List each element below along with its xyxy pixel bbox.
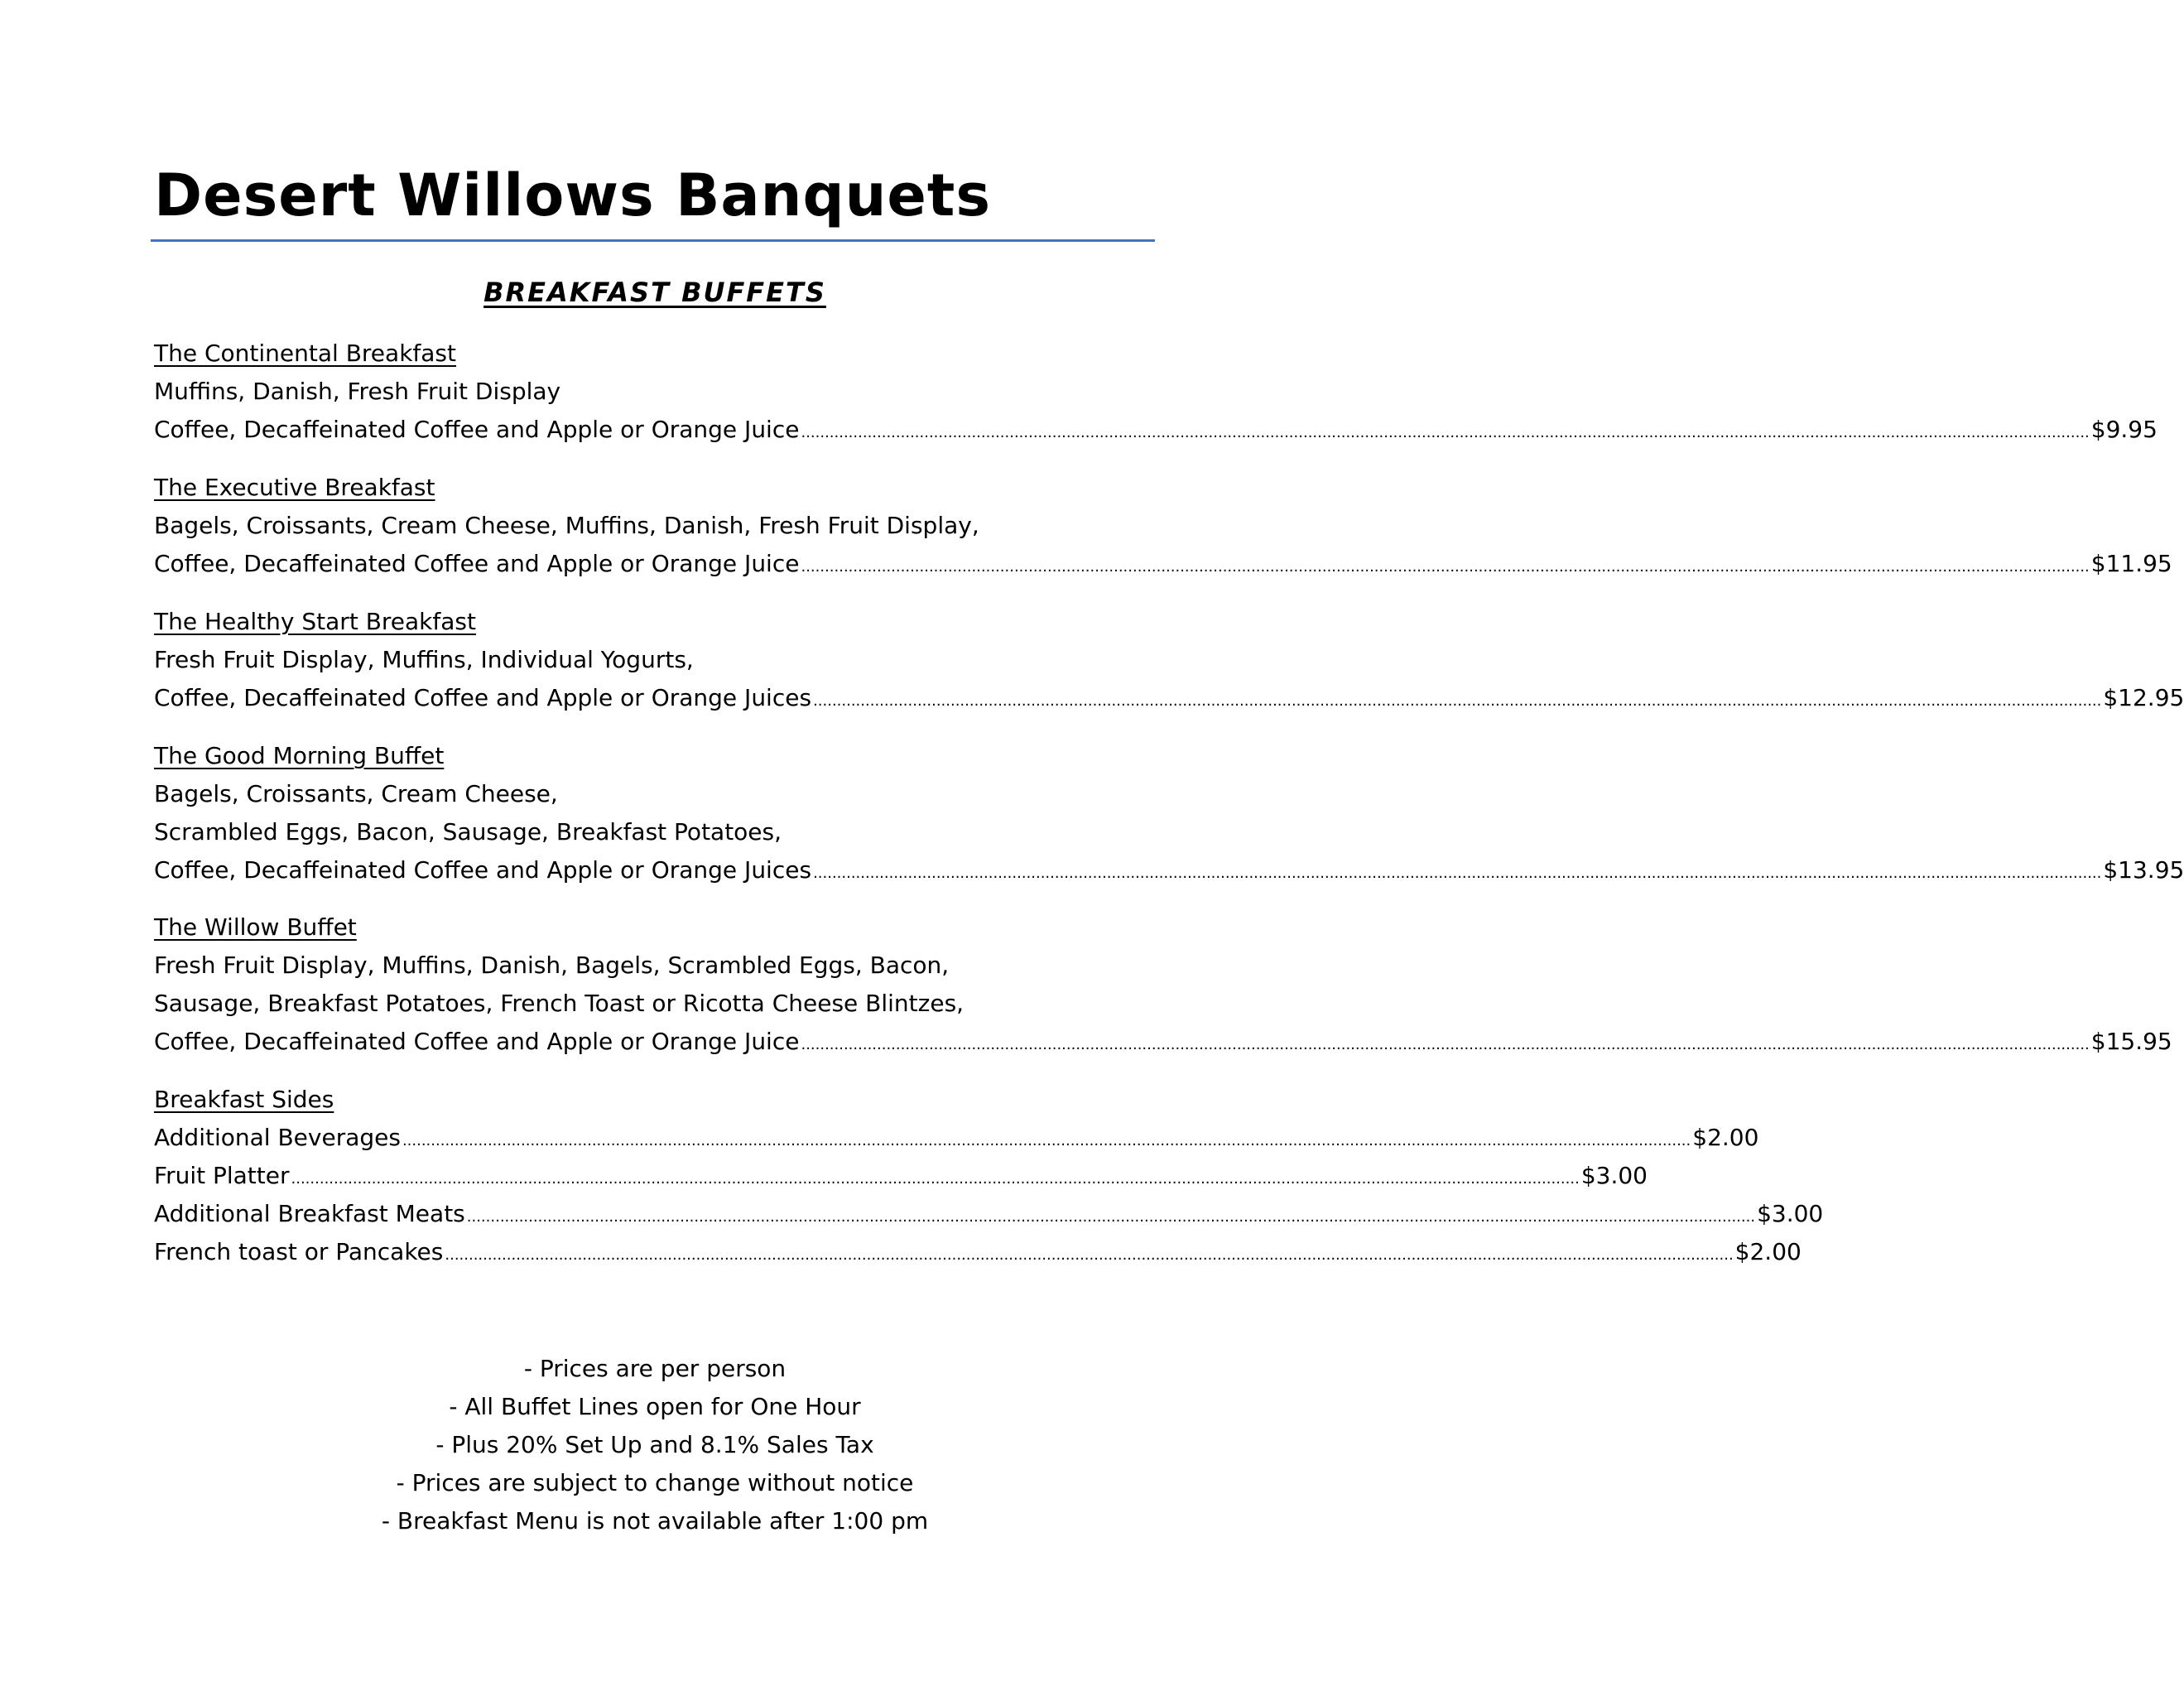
buffet-name: The Good Morning Buffet <box>154 742 445 769</box>
section-heading: BREAKFAST BUFFETS <box>483 277 826 308</box>
side-price: $3.00 <box>1757 1200 1824 1227</box>
buffet-description: Bagels, Croissants, Cream Cheese, <box>154 780 558 807</box>
dot-leader: ................................................................................................................................................................................................................................................................................ <box>291 1170 1580 1188</box>
note-line: - Prices are per person <box>523 1355 787 1382</box>
buffet-item <box>154 469 2172 583</box>
side-item <box>154 1233 1802 1271</box>
buffet-name: The Executive Breakfast <box>154 474 435 501</box>
side-price: $2.00 <box>1692 1124 1759 1151</box>
side-price: $2.00 <box>1734 1238 1802 1265</box>
buffet-price: $15.95 <box>2090 1028 2172 1055</box>
note-line: - Breakfast Menu is not available after 1:00 pm <box>381 1507 929 1535</box>
side-label: French toast or Pancakes <box>154 1238 444 1265</box>
note-line: - Plus 20% Set Up and 8.1% Sales Tax <box>435 1431 874 1458</box>
buffet-description: Coffee, Decaffeinated Coffee and Apple or Orange Juice <box>154 1028 800 1055</box>
dot-leader: ................................................................................................................................................................................................................................................................................ <box>402 1132 1691 1149</box>
buffet-description: Bagels, Croissants, Cream Cheese, Muffins, Danish, Fresh Fruit Display, <box>154 512 979 539</box>
buffet-description: Sausage, Breakfast Potatoes, French Toast or Ricotta Cheese Blintzes, <box>154 990 965 1017</box>
buffet-item <box>154 335 2158 449</box>
buffet-description: Coffee, Decaffeinated Coffee and Apple or Orange Juice <box>154 416 800 443</box>
side-label: Fruit Platter <box>154 1162 290 1189</box>
buffet-price: $11.95 <box>2090 550 2172 577</box>
buffet-price-line <box>154 411 2158 449</box>
dot-leader: ................................................................................................................................................................................................................................................................................ <box>801 424 2090 441</box>
buffet-description: Coffee, Decaffeinated Coffee and Apple or Orange Juice <box>154 550 800 577</box>
dot-leader: ................................................................................................................................................................................................................................................................................ <box>466 1208 1756 1226</box>
buffet-name: The Continental Breakfast <box>154 340 456 367</box>
sides-heading: Breakfast Sides <box>154 1086 334 1113</box>
buffet-item <box>154 908 2172 1061</box>
note-line: - All Buffet Lines open for One Hour <box>449 1393 861 1420</box>
side-label: Additional Breakfast Meats <box>154 1200 465 1227</box>
page-title: Desert Willows Banquets <box>154 161 992 229</box>
buffet-price-line <box>154 545 2172 583</box>
buffet-price-line <box>154 1023 2172 1061</box>
side-price: $3.00 <box>1580 1162 1648 1189</box>
buffet-description: Muffins, Danish, Fresh Fruit Display <box>154 378 561 405</box>
dot-leader: ................................................................................................................................................................................................................................................................................ <box>445 1246 1734 1264</box>
side-item <box>154 1119 1759 1157</box>
title-divider <box>151 239 1155 242</box>
dot-leader: ................................................................................................................................................................................................................................................................................ <box>813 865 2102 882</box>
dot-leader: ................................................................................................................................................................................................................................................................................ <box>801 1036 2090 1053</box>
buffet-description: Fresh Fruit Display, Muffins, Individual Yogurts, <box>154 646 694 673</box>
sides-section <box>154 1081 1824 1271</box>
side-item <box>154 1157 1648 1195</box>
buffet-price: $9.95 <box>2090 416 2158 443</box>
side-item <box>154 1195 1824 1233</box>
buffet-description: Scrambled Eggs, Bacon, Sausage, Breakfast Potatoes, <box>154 818 782 846</box>
buffet-description: Coffee, Decaffeinated Coffee and Apple or Orange Juices <box>154 856 812 884</box>
buffet-item <box>154 603 2184 717</box>
buffet-description: Fresh Fruit Display, Muffins, Danish, Bagels, Scrambled Eggs, Bacon, <box>154 952 950 979</box>
dot-leader: ................................................................................................................................................................................................................................................................................ <box>813 692 2102 710</box>
buffet-name: The Healthy Start Breakfast <box>154 608 476 635</box>
buffet-name: The Willow Buffet <box>154 913 357 941</box>
buffet-item <box>154 737 2184 889</box>
side-label: Additional Beverages <box>154 1124 401 1151</box>
note-line: - Prices are subject to change without notice <box>396 1469 914 1496</box>
buffet-price: $13.95 <box>2103 856 2184 884</box>
buffet-description: Coffee, Decaffeinated Coffee and Apple or Orange Juices <box>154 684 812 711</box>
dot-leader: ................................................................................................................................................................................................................................................................................ <box>801 558 2090 576</box>
buffet-price-line <box>154 851 2184 889</box>
buffet-price: $12.95 <box>2103 684 2184 711</box>
pricing-notes <box>0 1350 1310 1540</box>
buffet-price-line <box>154 679 2184 717</box>
